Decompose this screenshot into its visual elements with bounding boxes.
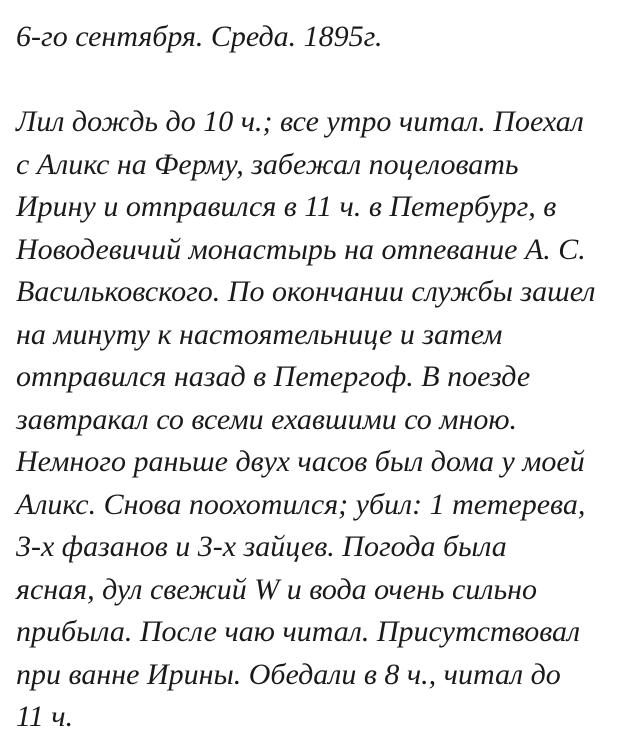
text-line: 11 ч. — [16, 700, 74, 733]
diary-page — [16, 16, 628, 739]
text-line: завтракал со всеми ехавшими со мною. — [16, 402, 517, 436]
text-line: 3-х фазанов и 3-х зайцев. Погода была — [16, 530, 507, 563]
text-line: Новодевичий монастырь на отпевание А. С. — [16, 232, 586, 266]
entry-body-text — [16, 101, 628, 739]
text-line: ясная, дул свежий W и вода очень сильно — [16, 572, 537, 606]
text-line: с Аликс на Ферму, забежал поцеловать — [16, 147, 519, 181]
text-line: при ванне Ирины. Обедали в 8 ч., читал до — [16, 657, 561, 691]
entry-date-heading: 6-го сентября. Среда. 1895г. — [16, 20, 383, 53]
text-line: Ирину и отправился в 11 ч. в Петербург, в — [16, 190, 557, 223]
text-line: Лил дождь до 10 ч.; все утро читал. Поехал — [16, 105, 584, 138]
text-line: Немного раньше двух часов был дома у моей — [16, 445, 585, 478]
text-line: Васильковского. По окончании службы зашел — [16, 275, 596, 308]
text-line: на минуту к настоятельнице и затем — [16, 317, 503, 351]
text-line: Аликс. Снова поохотился; убил: 1 тетерева, — [16, 487, 586, 521]
text-line: прибыла. После чаю читал. Присутствовал — [16, 615, 581, 648]
paragraph-spacer — [16, 59, 628, 102]
text-line: отправился назад в Петергоф. В поезде — [16, 360, 531, 393]
